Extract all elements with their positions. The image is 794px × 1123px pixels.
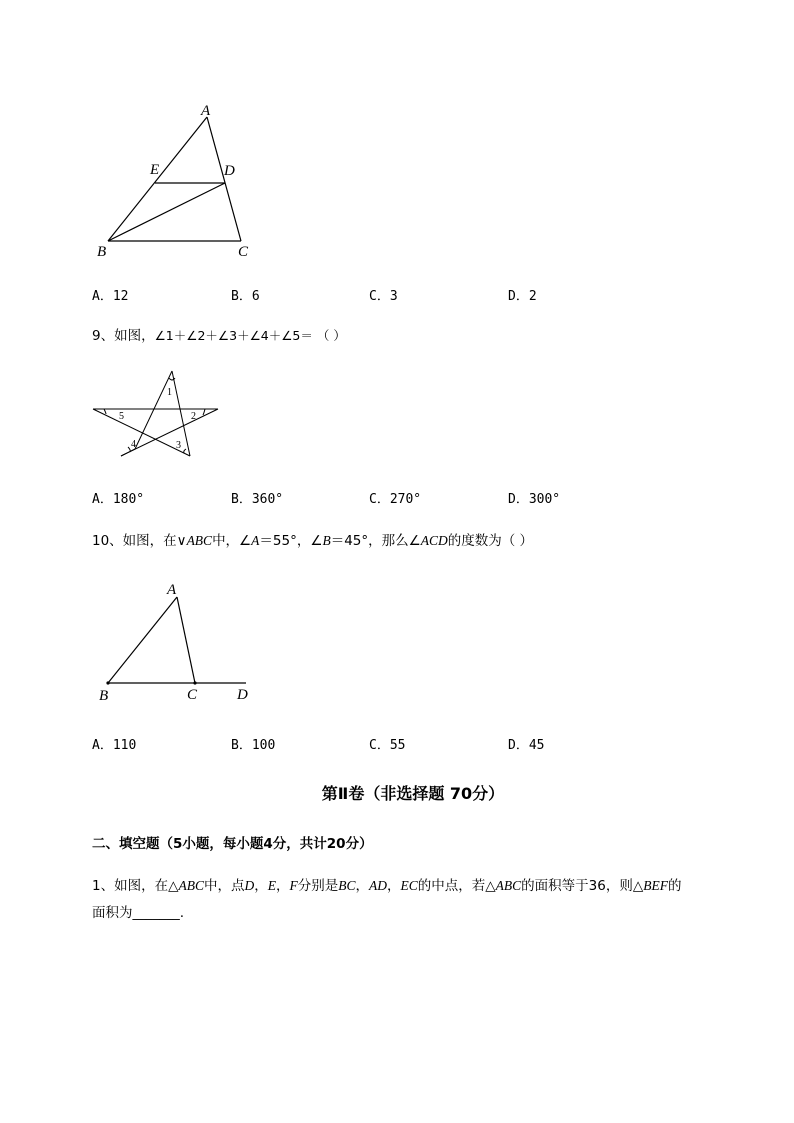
q10-suffix: 的度数为（ ）	[447, 533, 534, 549]
section-heading: 二、填空题（5小题，每小题4分，共计20分）	[92, 836, 373, 852]
label-b: B	[99, 688, 109, 704]
q9-option-c[interactable]: C．270°	[369, 492, 422, 507]
point-b	[106, 681, 109, 684]
segment-ac	[177, 597, 195, 683]
q10-text-3: ＝45°，那么∠	[330, 533, 421, 549]
label-a: A	[201, 103, 211, 119]
q9-option-a[interactable]: A．180°	[92, 492, 145, 507]
q10-angle-acd: ACD	[420, 533, 448, 548]
fq1-triangle-abc: ABC	[178, 878, 204, 893]
part-title: 第Ⅱ卷（非选择题 70分）	[321, 784, 505, 803]
q10-prefix: 10、如图，在∨	[92, 533, 187, 549]
q10-triangle-name: ABC	[186, 533, 213, 548]
q10-text-2: ＝55°，∠	[259, 533, 323, 549]
angle-label-2: 2	[191, 411, 196, 422]
q8-option-b[interactable]: B．6	[231, 289, 260, 304]
fq1-segment-ec: EC	[400, 878, 418, 893]
angle-label-5: 5	[119, 411, 124, 422]
fq1-text-2: 中，点	[203, 878, 245, 894]
fq1-comma-3: ，	[355, 878, 369, 894]
fq1-triangle-abc-2: ABC	[495, 878, 522, 893]
q9-number: 9、如图，	[92, 328, 155, 344]
fq1-triangle-bef: BEF	[643, 878, 668, 893]
angle-label-4: 4	[131, 439, 136, 450]
q10-angle-a: A	[251, 533, 260, 548]
q10-text-1: 中，∠	[212, 533, 252, 549]
fq1-comma-2: ，	[275, 878, 290, 894]
fq1-point-f: F	[289, 878, 298, 893]
fq1-segment-ad: AD	[369, 878, 387, 893]
fq1-point-d: D	[244, 878, 255, 893]
q9-option-b[interactable]: B．360°	[231, 492, 284, 507]
q10-option-d[interactable]: D．45	[508, 738, 545, 753]
fq1-segment-bc: BC	[338, 878, 356, 893]
fq1-text-6: 的	[667, 878, 682, 894]
segment-ab	[108, 597, 177, 683]
fill-q1-line1	[92, 874, 681, 894]
label-c: C	[187, 687, 198, 703]
fill-q1-line2[interactable]: 面积为_______.	[92, 905, 185, 921]
label-b: B	[97, 244, 107, 260]
q10-option-b[interactable]: B．100	[231, 738, 276, 753]
q8-option-c[interactable]: C．3	[369, 289, 398, 304]
angle-label-1: 1	[167, 387, 172, 398]
q10-option-c[interactable]: C．55	[369, 738, 406, 753]
q9-option-d[interactable]: D．300°	[508, 492, 561, 507]
q10-option-a[interactable]: A．110	[92, 738, 137, 753]
q10-angle-b: B	[322, 533, 331, 548]
label-a: A	[167, 582, 177, 598]
fq1-text-5: 的面积等于36，则△	[521, 878, 644, 894]
fq1-point-e: E	[267, 878, 276, 893]
fq1-comma-4: ，	[387, 878, 401, 894]
q8-option-d[interactable]: D．2	[508, 289, 537, 304]
label-d: D	[237, 687, 248, 703]
q8-option-a[interactable]: A．12	[92, 289, 129, 304]
q9-expression: ∠1＋∠2＋∠3＋∠4＋∠5＝ （ ）	[154, 328, 346, 343]
point-c	[193, 681, 196, 684]
label-d: D	[224, 163, 235, 179]
fq1-text-1: 1、如图，在△	[92, 878, 179, 894]
fq1-comma-1: ，	[254, 878, 268, 894]
fq1-text-3: 分别是	[297, 878, 339, 894]
label-e: E	[150, 162, 160, 178]
fq1-text-4: 的中点，若△	[417, 878, 496, 894]
angle-label-3: 3	[176, 440, 181, 451]
label-c: C	[238, 244, 249, 260]
